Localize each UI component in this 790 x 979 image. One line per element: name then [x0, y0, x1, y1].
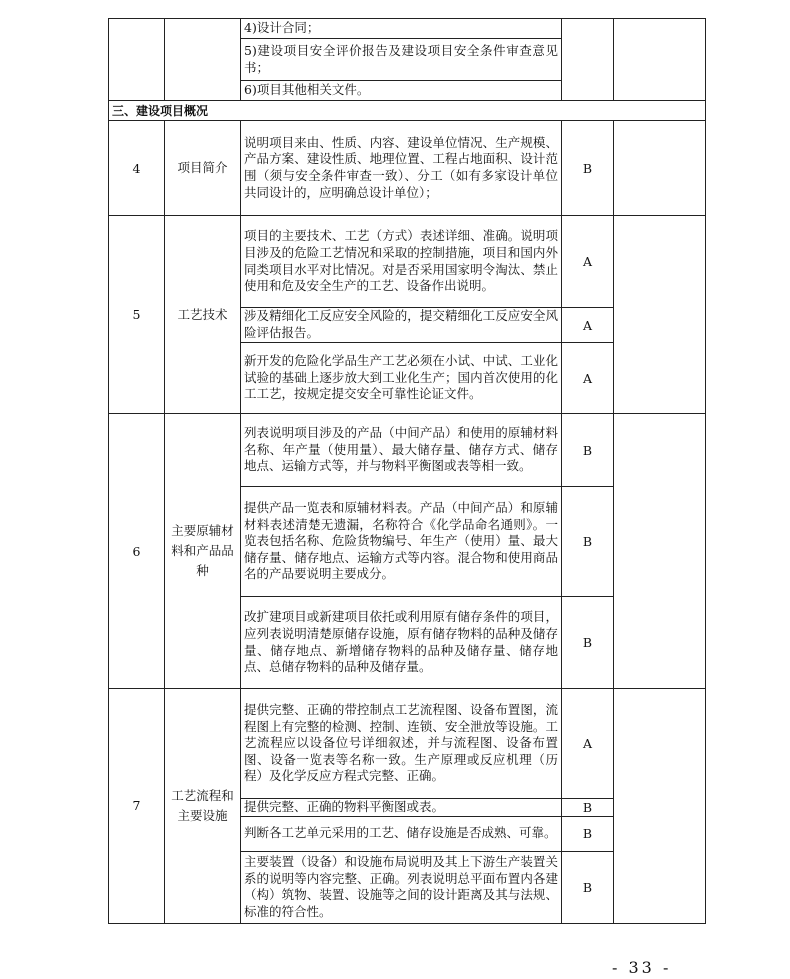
review-table — [108, 18, 706, 924]
table-row — [109, 689, 706, 799]
remark-cell — [614, 19, 706, 101]
desc-cell: 新开发的危险化学品生产工艺必须在小试、中试、工业化试验的基础上逐步放大到工业化生产；国内首次使用的化工工艺，按规定提交安全可靠性论证文件。 — [241, 343, 562, 414]
item-number: 4 — [109, 121, 165, 216]
name-cell — [165, 19, 241, 101]
table-row — [109, 121, 706, 216]
grade-cell: A — [562, 343, 614, 414]
desc-cell: 主要装置（设备）和设施布局说明及其上下游生产装置关系的说明等内容完整、正确。列表说明总平面布置内各建（构）筑物、装置、设施等之间的设计距离及其与法规、标准的符合性。 — [241, 851, 562, 923]
item-name: 工艺技术 — [165, 216, 241, 414]
item-name: 主要原辅材料和产品品种 — [165, 414, 241, 689]
page-number: - 33 - — [612, 958, 672, 977]
grade-cell: B — [562, 121, 614, 216]
grade-cell: B — [562, 597, 614, 689]
remark-cell — [614, 121, 706, 216]
desc-cell: 4)设计合同； — [241, 19, 562, 39]
grade-cell: B — [562, 414, 614, 487]
desc-cell: 6)项目其他相关文件。 — [241, 81, 562, 101]
item-number: 5 — [109, 216, 165, 414]
item-number: 6 — [109, 414, 165, 689]
desc-cell: 提供完整、正确的带控制点工艺流程图、设备布置图，流程图上有完整的检测、控制、连锁、安全泄放等设施。工艺流程应以设备位号详细叙述，并与流程图、设备布置图、设备一览表等名称一致。生产原理或反应机理（历程）及化学反应方程式完整、正确。 — [241, 689, 562, 799]
desc-cell: 提供完整、正确的物料平衡图或表。 — [241, 799, 562, 817]
desc-cell: 改扩建项目或新建项目依托或利用原有储存条件的项目，应列表说明清楚原储存设施，原有储存物料的品种及储存量、储存地点、新增储存物料的品种及储存量、储存地点、总储存物料的品种及储存量。 — [241, 597, 562, 689]
desc-cell: 判断各工艺单元采用的工艺、储存设施是否成熟、可靠。 — [241, 816, 562, 851]
grade-cell — [562, 19, 614, 101]
grade-cell: B — [562, 487, 614, 597]
desc-cell: 说明项目来由、性质、内容、建设单位情况、生产规模、产品方案、建设性质、地理位置、工程占地面积、设计范围（须与安全条件审查一致）、分工（如有多家设计单位共同设计的，应明确总设计单位）； — [241, 121, 562, 216]
desc-cell: 提供产品一览表和原辅材料表。产品（中间产品）和原辅材料表述清楚无遗漏，名称符合《化学品命名通则》。一览表包括名称、危险货物编号、年生产（使用）量、最大储存量、储存地点、运输方式等内容。混合物和使用商品名的产品要说明主要成分。 — [241, 487, 562, 597]
grade-cell: A — [562, 308, 614, 343]
table-row — [109, 414, 706, 487]
remark-cell — [614, 689, 706, 924]
desc-cell: 涉及精细化工反应安全风险的，提交精细化工反应安全风险评估报告。 — [241, 308, 562, 343]
table-row — [109, 19, 706, 39]
grade-cell: B — [562, 816, 614, 851]
remark-cell — [614, 414, 706, 689]
grade-cell: B — [562, 799, 614, 817]
desc-cell: 项目的主要技术、工艺（方式）表述详细、准确。说明项目涉及的危险工艺情况和采取的控制措施，项目和国内外同类项目水平对比情况。对是否采用国家明令淘汰、禁止使用和危及安全生产的工艺、设备作出说明。 — [241, 216, 562, 308]
num-cell — [109, 19, 165, 101]
remark-cell — [614, 216, 706, 414]
table-row — [109, 216, 706, 308]
section-row — [109, 101, 706, 121]
desc-cell: 列表说明项目涉及的产品（中间产品）和使用的原辅材料名称、年产量（使用量）、最大储存量、储存方式、储存地点、运输方式等，并与物料平衡图或表等相一致。 — [241, 414, 562, 487]
grade-cell: B — [562, 851, 614, 923]
item-number: 7 — [109, 689, 165, 924]
grade-cell: A — [562, 216, 614, 308]
section-title: 三、建设项目概况 — [109, 101, 706, 121]
item-name: 项目简介 — [165, 121, 241, 216]
item-name: 工艺流程和主要设施 — [165, 689, 241, 924]
grade-cell: A — [562, 689, 614, 799]
desc-cell: 5)建设项目安全评价报告及建设项目安全条件审查意见书； — [241, 39, 562, 81]
